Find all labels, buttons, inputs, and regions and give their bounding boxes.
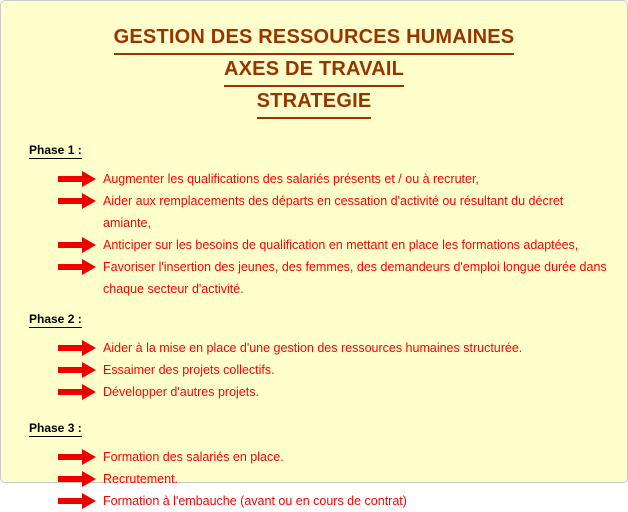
list-item bbox=[29, 359, 627, 381]
right-arrow-icon bbox=[58, 340, 96, 356]
item-list bbox=[29, 337, 627, 403]
section-heading: Phase 3 : bbox=[29, 421, 82, 435]
item-text: Essaimer des projets collectifs. bbox=[103, 363, 275, 377]
item-text: Aider aux remplacements des départs en cessation d'activité ou résultant du décret amiante, bbox=[103, 194, 564, 230]
title-line-3: STRATEGIE bbox=[1, 87, 627, 119]
page-title bbox=[1, 23, 627, 119]
list-item bbox=[29, 256, 627, 300]
section-phase-2 bbox=[29, 312, 627, 403]
item-text: Formation à l'embauche (avant ou en cours de contrat) bbox=[103, 494, 407, 508]
section-heading: Phase 1 : bbox=[29, 143, 82, 157]
list-item bbox=[29, 168, 627, 190]
right-arrow-icon bbox=[58, 449, 96, 465]
section-phase-1 bbox=[29, 143, 627, 300]
list-item bbox=[29, 490, 627, 512]
right-arrow-icon bbox=[58, 384, 96, 400]
list-item bbox=[29, 381, 627, 403]
list-item bbox=[29, 234, 627, 256]
item-text: Augmenter les qualifications des salariés présents et / ou à recruter, bbox=[103, 172, 479, 186]
list-item bbox=[29, 468, 627, 490]
right-arrow-icon bbox=[58, 493, 96, 509]
title-line-2: AXES DE TRAVAIL bbox=[1, 55, 627, 87]
title-line-1: GESTION DES RESSOURCES HUMAINES bbox=[1, 23, 627, 55]
right-arrow-icon bbox=[58, 362, 96, 378]
item-text: Formation des salariés en place. bbox=[103, 450, 284, 464]
section-heading: Phase 2 : bbox=[29, 312, 82, 326]
item-text: Favoriser l'insertion des jeunes, des femmes, des demandeurs d'emploi longue durée dans chaque secteur d'activité. bbox=[103, 260, 607, 296]
item-list bbox=[29, 446, 627, 512]
right-arrow-icon bbox=[58, 259, 96, 275]
list-item bbox=[29, 337, 627, 359]
list-item bbox=[29, 446, 627, 468]
list-item bbox=[29, 190, 627, 234]
right-arrow-icon bbox=[58, 237, 96, 253]
item-text: Développer d'autres projets. bbox=[103, 385, 259, 399]
right-arrow-icon bbox=[58, 171, 96, 187]
item-text: Aider à la mise en place d'une gestion des ressources humaines structurée. bbox=[103, 341, 523, 355]
right-arrow-icon bbox=[58, 471, 96, 487]
item-text: Recrutement. bbox=[103, 472, 179, 486]
item-text: Anticiper sur les besoins de qualification en mettant en place les formations adaptées, bbox=[103, 238, 579, 252]
right-arrow-icon bbox=[58, 193, 96, 209]
section-phase-3 bbox=[29, 421, 627, 512]
item-list bbox=[29, 168, 627, 300]
